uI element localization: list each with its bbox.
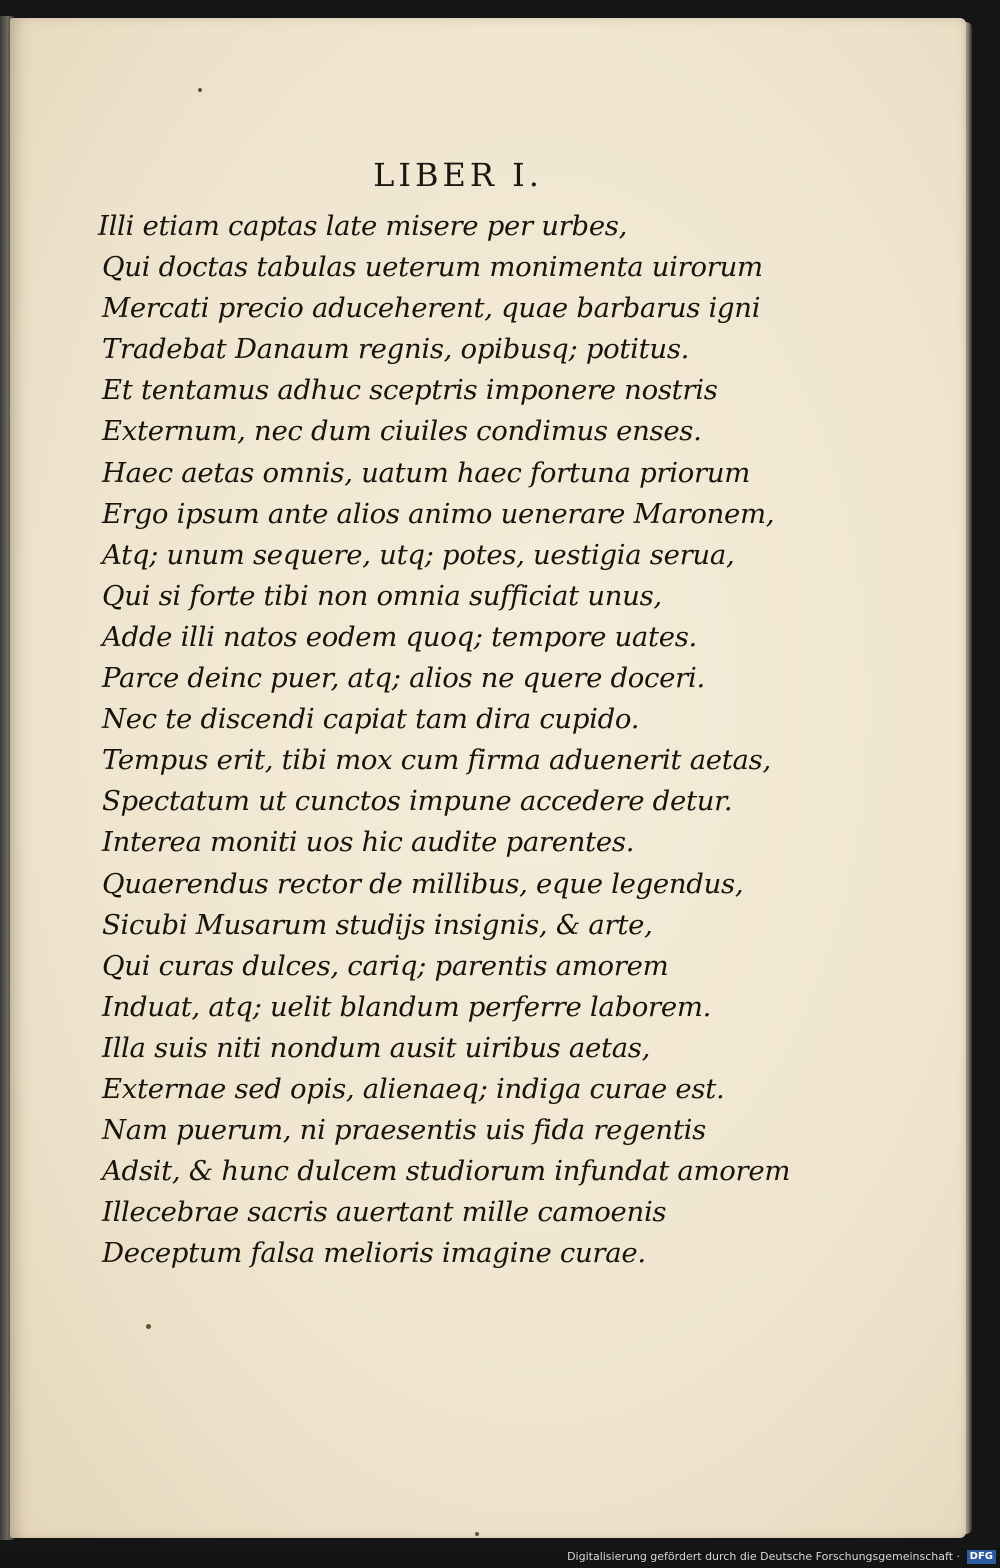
verse-line: Interea moniti uos hic audite parentes. xyxy=(102,826,635,859)
verse-line: Adde illi natos eodem quoq; tempore uates. xyxy=(102,620,697,653)
ink-speck xyxy=(475,1532,479,1536)
digitization-credit: Digitalisierung gefördert durch die Deutsche Forschungsgemeinschaft · xyxy=(567,1550,960,1563)
ink-speck xyxy=(198,88,202,92)
verse-line: Illecebrae sacris auertant mille camoenis xyxy=(102,1196,667,1229)
verse-line: Haec aetas omnis, uatum haec fortuna priorum xyxy=(102,456,751,489)
verse-line: Qui doctas tabulas ueterum monimenta uirorum xyxy=(102,251,763,284)
verse-line: Induat, atq; uelit blandum perferre laborem. xyxy=(102,990,712,1023)
verse-line: Nec te discendi capiat tam dira cupido. xyxy=(102,703,640,736)
verse-line: Tempus erit, tibi mox cum firma aduenerit aetas, xyxy=(102,744,771,777)
ink-speck xyxy=(146,1324,151,1329)
verse-line: Qui si forte tibi non omnia sufficiat unus, xyxy=(102,579,662,612)
verse-line: Externum, nec dum ciuiles condimus enses. xyxy=(102,415,702,448)
verse-line: Nam puerum, ni praesentis uis fida regentis xyxy=(102,1114,706,1147)
verse-line: Externae sed opis, alienaeq; indiga curae est. xyxy=(102,1072,725,1105)
verse-line: Illi etiam captas late misere per urbes, xyxy=(98,210,628,242)
verse-line: Illa suis niti nondum ausit uiribus aetas, xyxy=(102,1031,651,1064)
dfg-logo: DFG xyxy=(967,1550,996,1564)
verse-line: Quaerendus rector de millibus, eque legendus, xyxy=(102,867,744,900)
verse-line: Sicubi Musarum studijs insignis, & arte, xyxy=(102,908,653,941)
running-head: LIBER I. xyxy=(373,156,543,194)
verse-line: Tradebat Danaum regnis, opibusq; potitus. xyxy=(102,333,690,366)
verse-line: Adsit, & hunc dulcem studiorum infundat amorem xyxy=(102,1155,791,1188)
verse-line: Ergo ipsum ante alios animo uenerare Maronem, xyxy=(102,497,775,530)
verse-line: Mercati precio aduceherent, quae barbarus igni xyxy=(102,292,761,325)
verse-line: Atq; unum sequere, utq; potes, uestigia serua, xyxy=(102,538,735,571)
verse-line: Parce deinc puer, atq; alios ne quere doceri. xyxy=(102,662,705,695)
verse-line: Spectatum ut cunctos impune accedere detur. xyxy=(102,785,733,818)
verse-text-block xyxy=(98,206,858,1274)
verse-line: Qui curas dulces, cariq; parentis amorem xyxy=(102,949,669,982)
verse-line: Et tentamus adhuc sceptris imponere nostris xyxy=(102,374,718,407)
verse-line: Deceptum falsa melioris imagine curae. xyxy=(102,1237,646,1270)
